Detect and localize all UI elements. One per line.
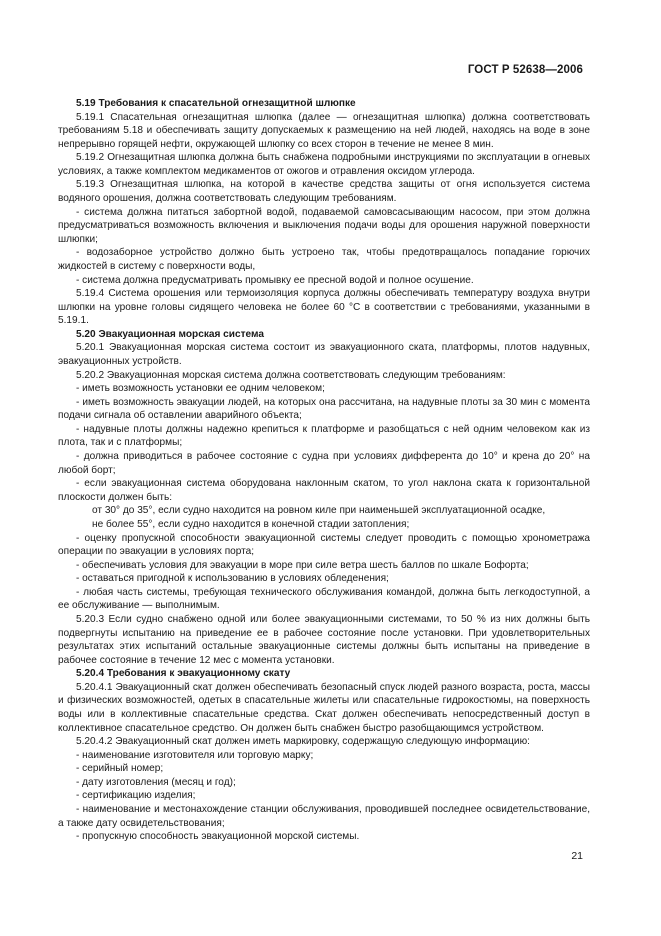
list-item: - система должна питаться забортной водой, подаваемой самовсасывающим насосом, при этом должна предусматриваться возможность включения и выключения подачи воды для орошения наружной поверхности шлюпки;: [58, 206, 590, 245]
list-item: - должна приводиться в рабочее состояние с судна при условиях дифферента до 10° и крена до 20° на любой борт;: [58, 451, 590, 476]
page-number: 21: [571, 850, 583, 862]
list-item: - водозаборное устройство должно быть устроено так, чтобы предотвращалось попадание горючих жидкостей в систему с поверхности воды,: [58, 247, 590, 272]
paragraph: 5.19.3 Огнезащитная шлюпка, на которой в качестве средства защиты от огня используется система водяного орошения, должна соответствовать следующим требованиям.: [58, 179, 590, 205]
list-item: - иметь возможность эвакуации людей, на которых она рассчитана, на надувные плоты за 30 мин с момента подачи сигнала об оставлении аварийного объекта;: [58, 396, 590, 422]
list-item: - дату изготовления (месяц и год);: [76, 776, 236, 788]
list-item: - обеспечивать условия для эвакуации в море при силе ветра шесть баллов по шкале Бофорта;: [76, 559, 529, 571]
list-item: - иметь возможность установки ее одним человеком;: [76, 383, 325, 395]
list-item: - пропускную способность эвакуационной морской системы.: [76, 831, 360, 843]
list-item: - оценку пропускной способности эвакуационной системы следует проводить с помощью хронометража операции по эвакуации в условиях порта;: [58, 532, 590, 558]
sub-item: не более 55°, если судно находится в конечной стадии затопления;: [92, 518, 410, 530]
list-item: - серийный номер;: [76, 763, 164, 775]
list-item: - надувные плоты должны надежно крепиться к платформе и разобщаться с ней одним человеком как из плота, так и с платформы;: [58, 423, 590, 449]
section-heading: 5.19 Требования к спасательной огнезащитной шлюпке: [76, 98, 356, 109]
list-item: - система должна предусматривать промывку ее пресной водой и полное осушение.: [76, 274, 474, 286]
document-body: [58, 97, 590, 844]
document-code: ГОСТ Р 52638—2006: [467, 64, 583, 76]
list-item: - любая часть системы, требующая технического обслуживания командой, должна быть легкодоступной, а ее обслуживание — выполнимым.: [58, 586, 590, 612]
list-item: - оставаться пригодной к использованию в условиях обледенения;: [76, 573, 389, 585]
paragraph: 5.19.4 Система орошения или термоизоляция корпуса должны обеспечивать температуру воздуха внутри шлюпки на уровне головы сидящего человека не более 60 °С в соответствии с требованиями, указанными в 5.19.1.: [58, 288, 590, 327]
list-item: - наименование изготовителя или торговую марку;: [76, 749, 314, 761]
list-item: - наименование и местонахождение станции обслуживания, проводившей последнее освидетельствование, а также дату освидетельствования;: [58, 804, 590, 829]
paragraph: 5.20.1 Эвакуационная морская система состоит из эвакуационного ската, платформы, плотов надувных, эвакуационных устройств.: [58, 342, 590, 367]
sub-item: от 30° до 35°, если судно находится на ровном киле при наименьшей эксплуатационной осадке,: [92, 505, 546, 517]
list-item: - если эвакуационная система оборудована наклонным скатом, то угол наклона ската к горизонтальной плоскости должен быть:: [58, 478, 590, 503]
list-item: - сертификацию изделия;: [76, 790, 196, 802]
paragraph: 5.20.2 Эвакуационная морская система должна соответствовать следующим требованиям:: [76, 369, 506, 381]
section-heading: 5.20 Эвакуационная морская система: [76, 328, 264, 340]
paragraph: 5.19.2 Огнезащитная шлюпка должна быть снабжена подробными инструкциями по эксплуатации в огневых условиях, а также комплектом медикаментов от ожогов и отравления оксидом углерода.: [58, 152, 590, 177]
paragraph: 5.20.3 Если судно снабжено одной или более эвакуационными системами, то 50 % из них должны быть подвергнуты испытанию на приведение ее в рабочее состояние после установки. При удовлетворительных результатах этих испытаний остальные эвакуационные системы должны быть испытаны на приведение в рабочее состояние в течение 12 мес с момента установки.: [58, 613, 590, 666]
paragraph: 5.20.4.1 Эвакуационный скат должен обеспечивать безопасный спуск людей разного возраста, роста, массы и физических возможностей, одетых в спасательные жилеты или спасательные гидрокостюмы, на поверхность воды или в коллективные спасательные средства. Скат должен обеспечивать непосредственный доступ в коллективное спасательное средство. Он должен быть снабжен быстро разобщающимся устройством.: [58, 681, 590, 734]
paragraph: 5.19.1 Спасательная огнезащитная шлюпка (далее — огнезащитная шлюпка) должна соответствовать требованиям 5.18 и обеспечивать защиту допускаемых к размещению на ней людей, находясь на воде в зоне непрерывно горящей нефти, окружающей шлюпку со всех сторон в течение не менее 8 мин.: [58, 111, 590, 150]
section-heading: 5.20.4 Требования к эвакуационному скату: [76, 668, 291, 680]
paragraph: 5.20.4.2 Эвакуационный скат должен иметь маркировку, содержащую следующую информацию:: [76, 736, 530, 748]
